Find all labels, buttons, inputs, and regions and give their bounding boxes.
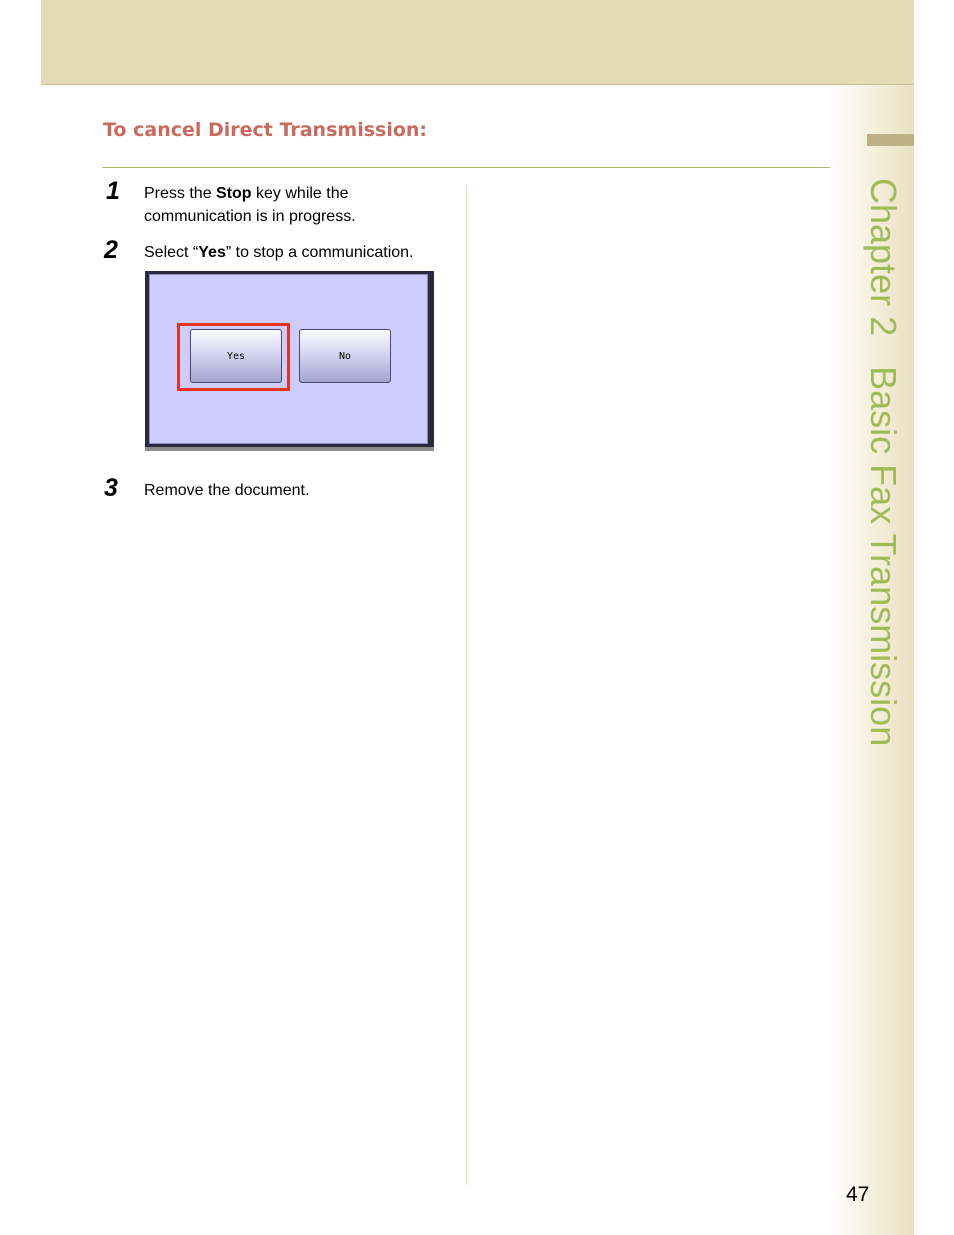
stop-key-label: Stop bbox=[216, 185, 252, 202]
step-text-3: Remove the document. bbox=[144, 482, 310, 499]
header-band bbox=[41, 0, 914, 84]
header-band-border bbox=[41, 84, 914, 85]
yes-button-highlight bbox=[177, 323, 290, 391]
section-heading: To cancel Direct Transmission: bbox=[103, 119, 428, 141]
column-divider bbox=[466, 185, 467, 1185]
no-button[interactable]: No bbox=[299, 329, 391, 383]
page-number: 47 bbox=[846, 1183, 870, 1206]
screen-shadow bbox=[145, 447, 434, 451]
step-text-2: Select “Yes” to stop a communication. bbox=[144, 244, 414, 261]
chapter-tab-marker bbox=[867, 134, 914, 146]
chapter-label: Chapter 2 bbox=[863, 178, 904, 337]
yes-option-label: Yes bbox=[198, 244, 226, 261]
chapter-title bbox=[862, 178, 904, 746]
step-number-1: 1 bbox=[106, 177, 120, 205]
yes-button[interactable]: Yes bbox=[190, 329, 282, 383]
step-number-3: 3 bbox=[104, 474, 118, 502]
step-text-1: Press the Stop key while the communication is in progress. bbox=[144, 185, 356, 225]
heading-divider bbox=[102, 167, 830, 168]
chapter-name: Basic Fax Transmission bbox=[863, 366, 904, 747]
step-number-2: 2 bbox=[104, 236, 118, 264]
